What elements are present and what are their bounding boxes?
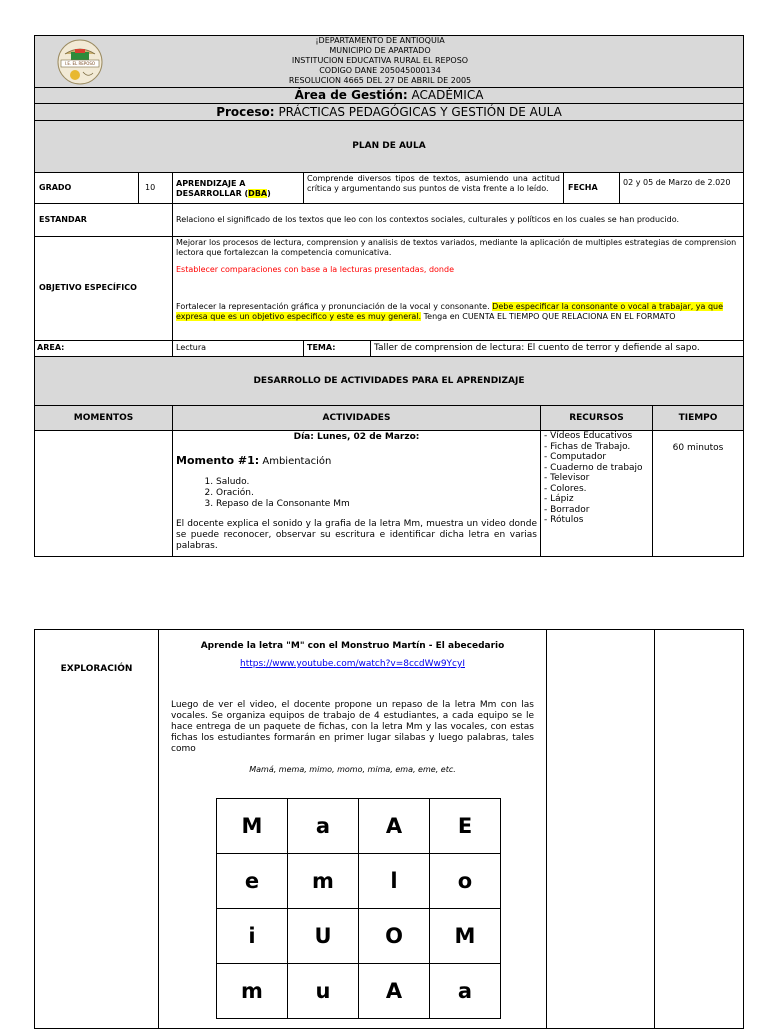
letter-grid	[216, 798, 501, 1019]
logo-text: I.E. EL REPOSO	[64, 61, 96, 66]
video-title: Aprende la letra "M" con el Monstruo Martín - El abecedario	[200, 641, 505, 651]
header-line: INSTITUCION EDUCATIVA RURAL EL REPOSO	[291, 56, 469, 65]
desarrollo-title-text: DESARROLLO DE ACTIVIDADES PARA EL APRENDIZAJE	[253, 376, 525, 386]
list-item: - Computador	[544, 452, 607, 462]
tema-label-text: TEMA:	[307, 343, 336, 352]
objetivo-label	[34, 236, 173, 341]
momento-label: Momento #1:	[176, 454, 260, 467]
estandar-label	[34, 203, 173, 237]
letter-cell: M	[430, 909, 501, 964]
letter-cell: E	[430, 799, 501, 854]
page2-recursos-cell	[546, 629, 655, 1029]
list-item: - Televisor	[544, 473, 590, 483]
list-item: - Fichas de Trabajo.	[544, 441, 631, 452]
fecha-value-text: 02 y 05 de Marzo de 2.020	[623, 178, 731, 187]
list-item: - Cuaderno de trabajo	[544, 462, 643, 473]
school-logo	[55, 38, 105, 86]
area-gestion-row	[34, 87, 744, 104]
area-value	[172, 340, 304, 357]
letter-cell: u	[288, 964, 359, 1019]
objetivo-paragraph: Mejorar los procesos de lectura, comprension y analisis de textos variados, mediante la aplicación de multiples estrategias de comprension lectora que fortalezcan la competencia comunicativa.	[176, 238, 737, 257]
video-link[interactable]: https://www.youtube.com/watch?v=8ccdWw9YcyI	[240, 659, 465, 669]
objetivo-p3-highlight: Debe especificar la consonante o vocal a trabajar, ya que expresa que es un objetivo especifico y este es muy general.	[176, 302, 724, 321]
proceso-value: PRÁCTICAS PEDAGÓGICAS Y GESTIÓN DE AULA	[278, 105, 562, 119]
examples-text: Mamá, mema, mimo, momo, mima, ema, eme, etc.	[249, 765, 456, 774]
letter-cell: l	[359, 854, 430, 909]
table-row	[217, 909, 501, 964]
col-recursos-text: RECURSOS	[569, 413, 624, 423]
tiempo-value: 60 minutos	[672, 443, 724, 453]
objetivo-p3a: Fortalecer la representación gráfica y pronunciación de la vocal y consonante.	[176, 302, 493, 311]
letter-cell: e	[217, 854, 288, 909]
list-item: 2. Oración.	[216, 488, 537, 499]
letter-cell: A	[359, 964, 430, 1019]
desarrollo-title	[34, 356, 744, 406]
area-gestion-value: ACADÉMICA	[411, 88, 484, 102]
steps-list	[176, 477, 537, 510]
objetivo-label-text: OBJETIVO ESPECÍFICO	[39, 283, 137, 292]
list-item: 1. Saludo.	[216, 477, 537, 488]
list-item: - Colores.	[544, 483, 587, 494]
page2-momento-cell	[34, 629, 159, 1029]
estandar-value	[172, 203, 744, 237]
letter-cell: o	[430, 854, 501, 909]
tema-label	[303, 340, 371, 357]
tema-value	[370, 340, 744, 357]
grado-label	[34, 172, 139, 204]
dba-label-line2	[176, 189, 300, 199]
objetivo-p3b: Tenga en CUENTA EL TIEMPO QUE RELACIONA EN EL FORMATO	[421, 312, 676, 321]
letter-cell: i	[217, 909, 288, 964]
plan-title-text: PLAN DE AULA	[352, 141, 426, 151]
momento-heading	[176, 455, 537, 467]
fecha-value	[619, 172, 744, 204]
proceso-label: Proceso:	[216, 105, 275, 119]
header-line: RESOLUCION 4665 DEL 27 DE ABRIL DE 2005	[288, 76, 472, 85]
dba-value	[303, 172, 564, 204]
page2-paragraph: Luego de ver el video, el docente propone un repaso de la letra Mm con las vocales. Se organiza equipos de trabajo de 4 estudiantes, a cada equipo se le hace entrega de un paquete de fichas, con la letra Mm y las vocales, con estas fichas los estudiantes formarán en primer lugar silabas y luego palabras, tales como	[171, 700, 534, 754]
list-item: - Borrador	[544, 504, 590, 515]
header-line: ¡DEPARTAMENTO DE ANTIOQUIA	[315, 36, 445, 45]
momentos-cell	[34, 430, 173, 557]
col-momentos-text: MOMENTOS	[73, 413, 134, 423]
dba-label-line2a: DESARROLLAR (	[176, 189, 249, 198]
table-row	[217, 964, 501, 1019]
header-lines	[150, 36, 610, 86]
estandar-label-text: ESTANDAR	[39, 215, 87, 224]
area-gestion-label: Área de Gestión:	[294, 88, 408, 102]
letter-cell: O	[359, 909, 430, 964]
letter-cell: A	[359, 799, 430, 854]
col-actividades-text: ACTIVIDADES	[322, 413, 391, 423]
col-actividades	[172, 405, 541, 431]
tiempo-cell	[652, 430, 744, 557]
letter-cell: m	[217, 964, 288, 1019]
letter-cell: a	[430, 964, 501, 1019]
video-link-row	[171, 659, 534, 670]
fecha-label	[563, 172, 620, 204]
area-value-text: Lectura	[176, 343, 207, 352]
list-item: 3. Repaso de la Consonante Mm	[216, 499, 537, 510]
grado-value-text: 10	[145, 183, 156, 192]
plan-title	[34, 120, 744, 173]
col-momentos	[34, 405, 173, 431]
list-item: - Vídeos Educativos	[544, 431, 633, 441]
dba-value-text: Comprende diversos tipos de textos, asumiendo una actitud crítica y argumentando sus puntos de vista frente a lo leído.	[307, 174, 560, 193]
col-tiempo	[652, 405, 744, 431]
letter-cell: U	[288, 909, 359, 964]
letter-cell: m	[288, 854, 359, 909]
momento-value: Ambientación	[262, 456, 332, 467]
actividades-cell	[172, 430, 541, 557]
list-item: - Rótulos	[544, 515, 584, 525]
col-tiempo-text: TIEMPO	[678, 413, 718, 423]
page2-actividades-cell	[158, 629, 547, 1029]
objetivo-paragraph-red: Establecer comparaciones con base a la lecturas presentadas, donde	[176, 265, 454, 274]
fecha-label-text: FECHA	[568, 183, 598, 192]
proceso-row	[34, 103, 744, 121]
exploracion-label: EXPLORACIÓN	[60, 664, 133, 674]
tema-value-text: Taller de comprension de lectura: El cuento de terror y defiende al sapo.	[374, 343, 700, 353]
grado-label-text: GRADO	[39, 183, 72, 192]
area-label-text: AREA:	[37, 343, 65, 352]
dba-label	[172, 172, 304, 204]
letter-cell: a	[288, 799, 359, 854]
dba-highlight: DBA	[248, 189, 268, 198]
page2-tiempo-cell	[654, 629, 744, 1029]
estandar-value-text: Relaciono el significado de los textos que leo con los contextos sociales, culturales y políticos en los cuales se han producido.	[176, 215, 680, 224]
objetivo-value	[172, 236, 744, 341]
dia-heading: Día: Lunes, 02 de Marzo:	[293, 432, 420, 442]
header-line: CODIGO DANE 205045000134	[319, 66, 441, 75]
col-recursos	[540, 405, 653, 431]
list-item: - Lápiz	[544, 494, 574, 504]
grado-value	[138, 172, 173, 204]
header-line: MUNICIPIO DE APARTADO	[329, 46, 431, 55]
table-row	[217, 799, 501, 854]
objetivo-paragraph-note	[176, 302, 740, 322]
recursos-cell	[540, 430, 653, 557]
explica-text: El docente explica el sonido y la grafia de la letra Mm, muestra un video donde se puede reconocer, observar su escritura e identificar dicha letra en varias palabras.	[176, 519, 537, 551]
dba-label-line1: APRENDIZAJE A	[176, 179, 246, 188]
table-row	[217, 854, 501, 909]
dba-label-close: )	[267, 189, 271, 198]
letter-cell: M	[217, 799, 288, 854]
area-label	[34, 340, 173, 357]
